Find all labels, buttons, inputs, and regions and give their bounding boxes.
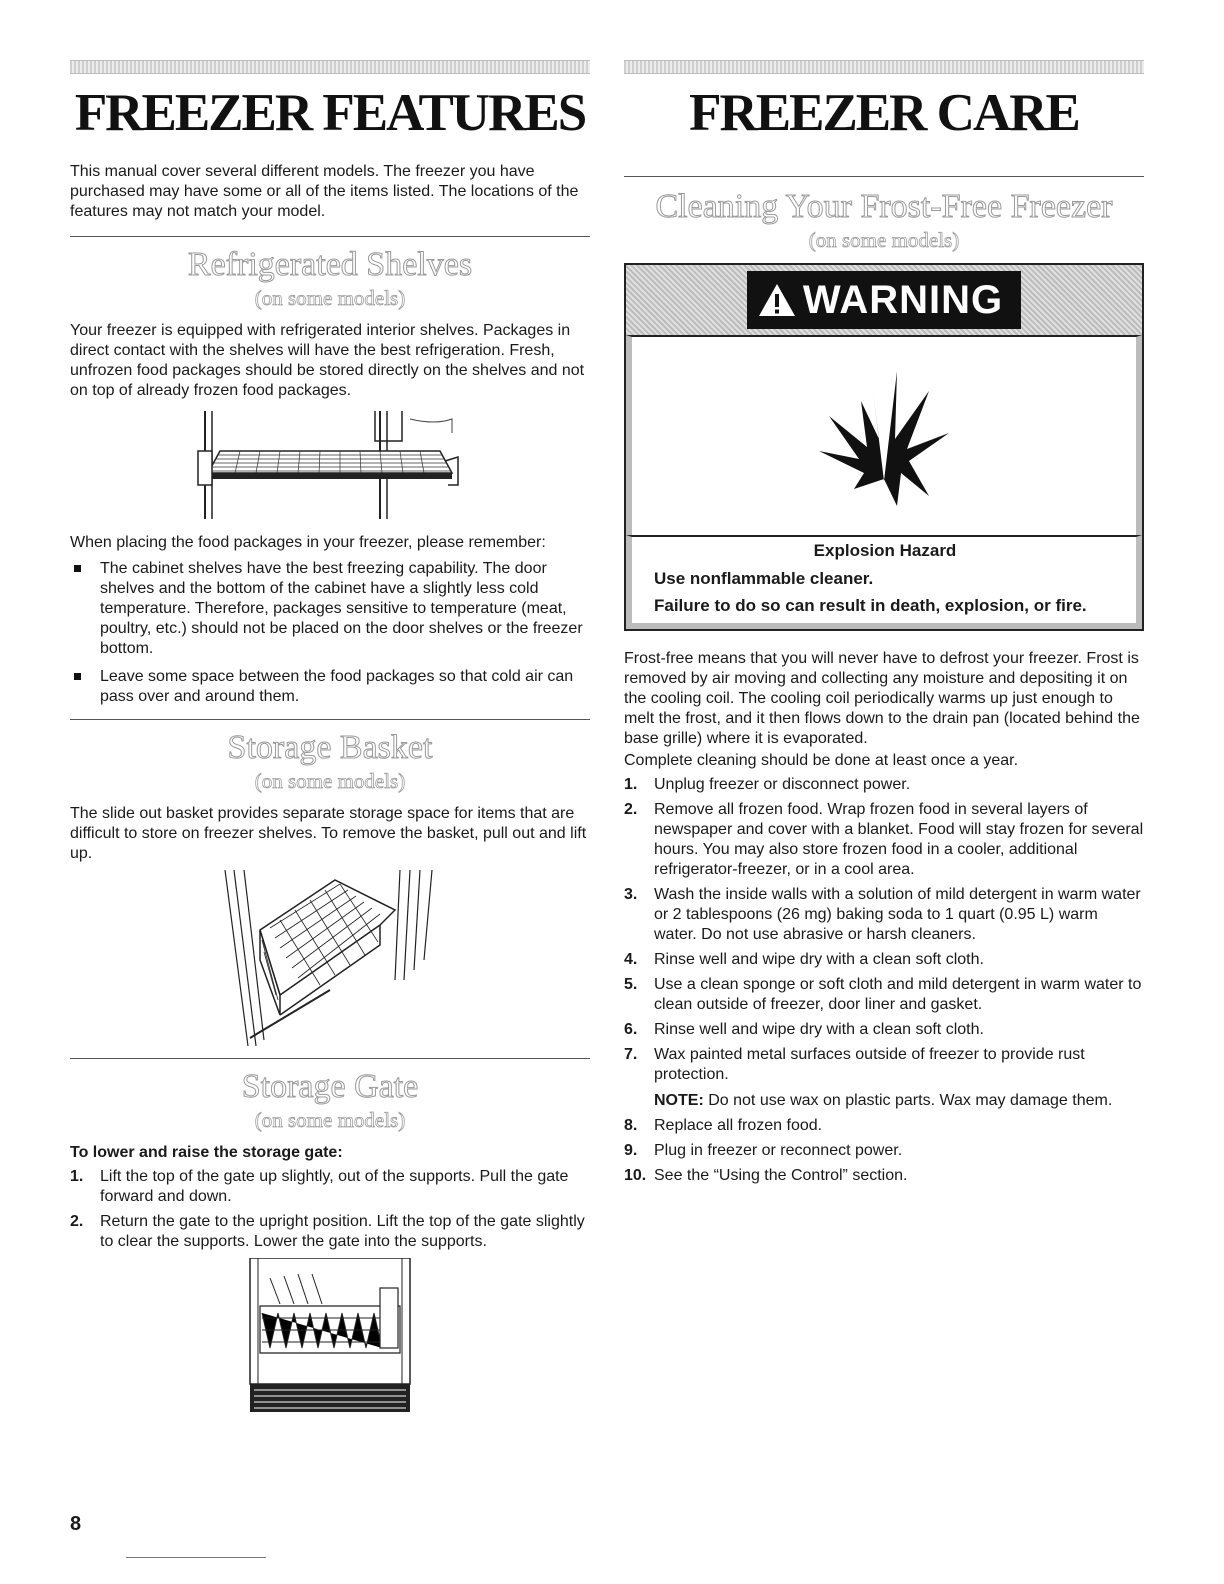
top-rule [624,60,1144,74]
refrigerated-shelves-title: Refrigerated Shelves [187,246,473,283]
refrigerated-shelves-subtitle: (on some models) [254,286,406,310]
warning-header [626,265,1142,335]
list-item: 10. See the “Using the Control” section. [624,1167,908,1184]
list-item: 1. Lift the top of the gate up slightly, out of the supports. Pull the gate forward and down. [70,1168,569,1205]
warning-label: WARNING [747,271,1021,329]
care-title: FREEZER CARE [689,84,1079,142]
list-item: 9. Plug in freezer or reconnect power. [624,1142,903,1159]
complete-cleaning-text: Complete cleaning should be done at least once a year. [624,752,1019,769]
cleaning-subtitle: (on some models) [808,228,960,252]
list-item: 4. Rinse well and wipe dry with a clean soft cloth. [624,951,984,968]
storage-gate-title: Storage Gate [241,1068,419,1105]
storage-gate-heading: To lower and raise the storage gate: [70,1144,343,1161]
list-item: 3. Wash the inside walls with a solution of mild detergent in warm water or 2 tablespoons (26 mg) baking soda to 1 quart (0.95 L) warm water. Do not use abrasive or harsh cleaners. [624,886,1141,943]
storage-basket-body: The slide out basket provides separate storage space for items that are difficult to store on freezer shelves. To remove the basket, pull out and lift up. [70,805,587,862]
refrigerated-shelf-illustration [190,411,470,523]
divider [70,236,590,237]
list-item: 8. Replace all frozen food. [624,1117,823,1134]
features-intro: This manual cover several different models. The freezer you have purchased may have some or all of the items listed. The locations of the features may not match your model. [70,163,579,220]
warning-consequence: Failure to do so can result in death, explosion, or fire. [654,596,1087,615]
list-item: 6. Rinse well and wipe dry with a clean soft cloth. [624,1021,984,1038]
explosion-icon [809,361,959,511]
hazard-title: Explosion Hazard [813,541,957,560]
list-item: 2. Remove all frozen food. Wrap frozen food in several layers of newspaper and cover with a blanket. Food will stay frozen for several hours. You may also store frozen food in a cooler, additional refrigerator-freezer, or in a cool area. [624,801,1144,878]
top-rule [70,60,590,74]
warning-text [626,535,1142,629]
list-item: The cabinet shelves have the best freezing capability. The door shelves and the bottom of the cabinet have a slightly less cold temperature. Therefore, packages sensitive to temperature (meat, poultry, etc.) should not be placed on the door shelves or the freezer bottom. [70,559,590,659]
list-item: 7. Wax painted metal surfaces outside of freezer to provide rust protection. NOTE: Do not use wax on plastic parts. Wax may damage them. [624,1045,1144,1111]
explosion-illustration [626,335,1142,535]
storage-basket-title: Storage Basket [227,729,433,766]
placing-bullets [70,559,590,707]
storage-gate-steps [70,1167,590,1252]
note: NOTE: Do not use wax on plastic parts. Wax may damage them. [654,1092,1113,1109]
storage-basket-illustration [220,870,440,1046]
list-item: Leave some space between the food packages so that cold air can pass over and around them. [70,667,590,707]
divider [624,176,1144,177]
storage-gate-subtitle: (on some models) [254,1108,406,1132]
warning-box [624,263,1144,631]
features-title: FREEZER FEATURES [74,84,586,142]
freezer-features-column [70,60,590,1414]
divider [70,719,590,720]
refrigerated-shelves-body: Your freezer is equipped with refrigerated interior shelves. Packages in direct contact with the shelves will have the best refrigeration. Fresh, unfrozen food packages should be stored directly on the shelves and not on top of already frozen food packages. [70,322,585,399]
footer-rule [126,1557,266,1558]
warning-triangle-icon [757,282,797,318]
warning-instruction: Use nonflammable cleaner. [654,569,874,588]
storage-gate-illustration [240,1258,420,1414]
storage-basket-subtitle: (on some models) [254,769,406,793]
frost-free-paragraph: Frost-free means that you will never have to defrost your freezer. Frost is removed by air moving and collecting any moisture and depositing it on the cooling coil. The cooling coil periodically warms up just enough to melt the frost, and it then flows down to the drain pan (located behind the base grille) where it is evaporated. [624,650,1140,747]
placing-intro: When placing the food packages in your freezer, please remember: [70,534,546,551]
cleaning-title: Cleaning Your Frost-Free Freezer [655,188,1113,225]
divider [70,1058,590,1059]
list-item: 1. Unplug freezer or disconnect power. [624,776,911,793]
cleaning-steps [624,775,1144,1186]
page-number: 8 [70,1513,82,1535]
list-item: 2. Return the gate to the upright position. Lift the top of the gate slightly to clear the supports. Lower the gate into the supports. [70,1213,585,1250]
freezer-care-column [624,60,1144,1191]
list-item: 5. Use a clean sponge or soft cloth and mild detergent in warm water to clean outside of freezer, door liner and gasket. [624,976,1142,1013]
